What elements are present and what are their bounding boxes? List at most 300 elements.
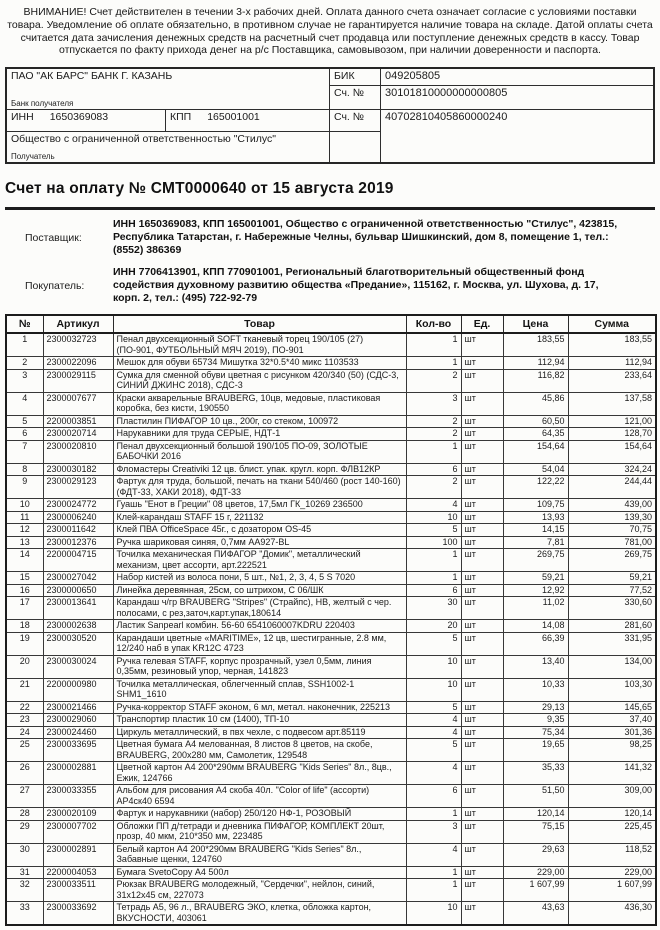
article-cell: 2300022096 xyxy=(43,357,113,370)
price-cell: 112,94 xyxy=(503,357,568,370)
table-row xyxy=(6,866,656,879)
product-cell: Фартук и нарукавники (набор) 250/120 НФ-1, РОЗОВЫЙ xyxy=(113,808,406,821)
quantity-cell: 1 xyxy=(406,866,461,879)
article-cell: 2300000650 xyxy=(43,584,113,597)
product-cell: Альбом для рисования А4 скоба 40л. "Color of life" (ассорти) АР4ск40 6594 xyxy=(113,785,406,808)
price-cell: 43,63 xyxy=(503,902,568,926)
price-cell: 12,92 xyxy=(503,584,568,597)
row-number-cell: 23 xyxy=(6,714,43,727)
row-number-cell: 15 xyxy=(6,572,43,585)
price-cell: 14,15 xyxy=(503,524,568,537)
quantity-cell: 5 xyxy=(406,739,461,762)
bank-name: ПАО "АК БАРС" БАНК Г. КАЗАНЬ xyxy=(11,70,173,83)
unit-cell: шт xyxy=(461,499,503,512)
table-row xyxy=(6,843,656,866)
article-cell: 2300013641 xyxy=(43,597,113,620)
table-row xyxy=(6,762,656,785)
product-cell: Пластилин ПИФАГОР 10 цв., 200г, со стеком, 100972 xyxy=(113,415,406,428)
table-row xyxy=(6,597,656,620)
bik-value: 049205805 xyxy=(381,69,653,86)
unit-cell: шт xyxy=(461,597,503,620)
article-cell: 2200004053 xyxy=(43,866,113,879)
table-row xyxy=(6,655,656,678)
article-cell: 2300024772 xyxy=(43,499,113,512)
product-cell: Набор кистей из волоса пони, 5 шт., №1, 2, 3, 4, 5 S 7020 xyxy=(113,572,406,585)
sum-cell: 77,52 xyxy=(568,584,656,597)
quantity-cell: 3 xyxy=(406,392,461,415)
product-cell: Рюкзак BRAUBERG молодежный, "Сердечки", нейлон, синий, 31х12х45 см, 227073 xyxy=(113,879,406,902)
recipient-cell xyxy=(7,132,330,162)
row-number-cell: 5 xyxy=(6,415,43,428)
quantity-cell: 1 xyxy=(406,808,461,821)
price-cell: 45,86 xyxy=(503,392,568,415)
article-cell: 2300033695 xyxy=(43,739,113,762)
unit-cell: шт xyxy=(461,632,503,655)
supplier-block xyxy=(0,218,660,257)
table-row xyxy=(6,428,656,441)
row-number-cell: 2 xyxy=(6,357,43,370)
quantity-cell: 1 xyxy=(406,879,461,902)
row-number-cell: 13 xyxy=(6,536,43,549)
price-cell: 269,75 xyxy=(503,549,568,572)
row-number-cell: 8 xyxy=(6,463,43,476)
row-number-cell: 11 xyxy=(6,511,43,524)
product-cell: Ручка гелевая STAFF, корпус прозрачный, узел 0,5мм, линия 0,35мм, резиновый упор, черная, 141823 xyxy=(113,655,406,678)
article-cell: 2300027042 xyxy=(43,572,113,585)
row-number-cell: 20 xyxy=(6,655,43,678)
article-cell: 2300033355 xyxy=(43,785,113,808)
price-cell: 54,04 xyxy=(503,463,568,476)
unit-cell: шт xyxy=(461,714,503,727)
article-cell: 2300033692 xyxy=(43,902,113,926)
row-number-cell: 7 xyxy=(6,440,43,463)
unit-cell: шт xyxy=(461,739,503,762)
price-cell: 120,14 xyxy=(503,808,568,821)
row-number-cell: 26 xyxy=(6,762,43,785)
unit-cell: шт xyxy=(461,762,503,785)
quantity-cell: 4 xyxy=(406,714,461,727)
table-row xyxy=(6,632,656,655)
col-header-quantity: Кол-во xyxy=(406,315,461,333)
unit-cell: шт xyxy=(461,726,503,739)
buyer-details: ИНН 7706413901, КПП 770901001, Региональный благотворительный общественный фонд содействия духовному развитию общества «Предание», 115162, г. Москва, ул. Шухова, д. 17, корп. 2, тел.: (495) 722-92-79 xyxy=(113,266,599,305)
unit-cell: шт xyxy=(461,392,503,415)
quantity-cell: 6 xyxy=(406,584,461,597)
unit-cell: шт xyxy=(461,620,503,633)
col-header-sum: Сумма xyxy=(568,315,656,333)
article-cell: 2300032723 xyxy=(43,333,113,357)
product-cell: Клей ПВА OfficeSpace 45г., с дозатором OS-45 xyxy=(113,524,406,537)
table-row xyxy=(6,820,656,843)
sum-cell: 128,70 xyxy=(568,428,656,441)
row-number-cell: 24 xyxy=(6,726,43,739)
article-cell: 2300021466 xyxy=(43,701,113,714)
row-number-cell: 1 xyxy=(6,333,43,357)
product-cell: Клей-карандаш STAFF 15 г, 221132 xyxy=(113,511,406,524)
product-cell: Цветная бумага А4 мелованная, 8 листов 8 цветов, на скобе, BRAUBERG, 200х280 мм, Самолетик, 129548 xyxy=(113,739,406,762)
quantity-cell: 6 xyxy=(406,785,461,808)
quantity-cell: 1 xyxy=(406,440,461,463)
price-cell: 13,93 xyxy=(503,511,568,524)
table-row xyxy=(6,620,656,633)
row-number-cell: 4 xyxy=(6,392,43,415)
sum-cell: 183,55 xyxy=(568,333,656,357)
unit-cell: шт xyxy=(461,879,503,902)
article-cell: 2300029060 xyxy=(43,714,113,727)
price-cell: 35,33 xyxy=(503,762,568,785)
table-row xyxy=(6,476,656,499)
title-divider xyxy=(5,207,655,210)
price-cell: 116,82 xyxy=(503,369,568,392)
product-cell: Циркуль металлический, в пвх чехле, с подвесом арт.85119 xyxy=(113,726,406,739)
unit-cell: шт xyxy=(461,866,503,879)
sum-cell: 309,00 xyxy=(568,785,656,808)
sum-cell: 121,00 xyxy=(568,415,656,428)
price-cell: 75,15 xyxy=(503,820,568,843)
row-number-cell: 12 xyxy=(6,524,43,537)
table-row xyxy=(6,549,656,572)
table-row xyxy=(6,572,656,585)
unit-cell: шт xyxy=(461,476,503,499)
table-row xyxy=(6,584,656,597)
article-cell: 2300020109 xyxy=(43,808,113,821)
unit-cell: шт xyxy=(461,440,503,463)
price-cell: 19,65 xyxy=(503,739,568,762)
table-row xyxy=(6,415,656,428)
bank-requisites-table xyxy=(5,67,655,164)
table-row xyxy=(6,536,656,549)
unit-cell: шт xyxy=(461,369,503,392)
product-cell: Карандаш ч/гр BRAUBERG "Stripes" (Страйпс), НВ, желтый с чер. полосами, с рез,заточ,карт.упак,180614 xyxy=(113,597,406,620)
items-header-row xyxy=(6,315,656,333)
price-cell: 10,33 xyxy=(503,678,568,701)
sum-cell: 37,40 xyxy=(568,714,656,727)
table-row xyxy=(6,739,656,762)
price-cell: 1 607,99 xyxy=(503,879,568,902)
unit-cell: шт xyxy=(461,701,503,714)
quantity-cell: 2 xyxy=(406,476,461,499)
table-row xyxy=(6,808,656,821)
price-cell: 59,21 xyxy=(503,572,568,585)
article-cell: 2300029115 xyxy=(43,369,113,392)
unit-cell: шт xyxy=(461,428,503,441)
table-row xyxy=(6,726,656,739)
quantity-cell: 4 xyxy=(406,499,461,512)
price-cell: 11,02 xyxy=(503,597,568,620)
product-cell: Ластик Sanpearl комбин. 56-60 6541060007KDRU 220403 xyxy=(113,620,406,633)
price-cell: 229,00 xyxy=(503,866,568,879)
unit-cell: шт xyxy=(461,511,503,524)
price-cell: 9,35 xyxy=(503,714,568,727)
quantity-cell: 30 xyxy=(406,597,461,620)
price-cell: 109,75 xyxy=(503,499,568,512)
row-number-cell: 33 xyxy=(6,902,43,926)
quantity-cell: 1 xyxy=(406,333,461,357)
table-row xyxy=(6,357,656,370)
product-cell: Белый картон А4 200*290мм BRAUBERG "Kids Series" 8л., Забавные щенки, 124760 xyxy=(113,843,406,866)
unit-cell: шт xyxy=(461,415,503,428)
article-cell: 2300020714 xyxy=(43,428,113,441)
items-tbody xyxy=(6,333,656,925)
article-cell: 2300012376 xyxy=(43,536,113,549)
invoice-title: Счет на оплату № СМТ0000640 от 15 августа 2019 xyxy=(5,180,394,198)
corr-account-value: 30101810000000000805 xyxy=(381,86,653,110)
article-cell: 2200004715 xyxy=(43,549,113,572)
sum-cell: 154,64 xyxy=(568,440,656,463)
row-number-cell: 14 xyxy=(6,549,43,572)
table-row xyxy=(6,902,656,926)
sum-cell: 112,94 xyxy=(568,357,656,370)
article-cell: 2300007677 xyxy=(43,392,113,415)
unit-cell: шт xyxy=(461,357,503,370)
price-cell: 29,63 xyxy=(503,843,568,866)
payment-terms-warning: ВНИМАНИЕ! Счет действителен в течении 3-х рабочих дней. Оплата данного счета означает согласие с условиями поставки товара. Уведомление об оплате обязательно, в противном случае не гарантируется наличие товара на складе. Датой оплаты счета считается дата зачисления денежных средств на расчетный счет продавца или поступление денежных средств в кассу. Товар отпускается по факту прихода денег на р/с Поставщика, самовывозом, при наличии доверенности и паспорта. xyxy=(7,6,653,57)
row-number-cell: 22 xyxy=(6,701,43,714)
quantity-cell: 1 xyxy=(406,357,461,370)
col-header-price: Цена xyxy=(503,315,568,333)
price-cell: 75,34 xyxy=(503,726,568,739)
product-cell: Пенал двухсекционный большой 190/105 ПО-09, ЗОЛОТЫЕ БАБОЧКИ 2016 xyxy=(113,440,406,463)
table-row xyxy=(6,678,656,701)
price-cell: 122,22 xyxy=(503,476,568,499)
sum-cell: 145,65 xyxy=(568,701,656,714)
inn-label: ИНН xyxy=(11,111,34,124)
product-cell: Карандаши цветные «MARITIME», 12 цв, шестигранные, 2.8 мм, 12/240 наб в упак KR12C 4723 xyxy=(113,632,406,655)
bik-label: БИК xyxy=(330,69,381,86)
unit-cell: шт xyxy=(461,549,503,572)
article-cell: 2300030024 xyxy=(43,655,113,678)
row-number-cell: 3 xyxy=(6,369,43,392)
row-number-cell: 6 xyxy=(6,428,43,441)
buyer-label: Покупатель: xyxy=(25,279,85,292)
quantity-cell: 10 xyxy=(406,655,461,678)
price-cell: 154,64 xyxy=(503,440,568,463)
article-cell: 2300002891 xyxy=(43,843,113,866)
col-header-product: Товар xyxy=(113,315,406,333)
sum-cell: 331,95 xyxy=(568,632,656,655)
price-cell: 66,39 xyxy=(503,632,568,655)
quantity-cell: 10 xyxy=(406,678,461,701)
article-cell: 2300029123 xyxy=(43,476,113,499)
price-cell: 14,08 xyxy=(503,620,568,633)
table-row xyxy=(6,369,656,392)
sum-cell: 141,32 xyxy=(568,762,656,785)
row-number-cell: 18 xyxy=(6,620,43,633)
article-cell: 2300024460 xyxy=(43,726,113,739)
table-row xyxy=(6,463,656,476)
product-cell: Транспортир пластик 10 см (1400), ТП-10 xyxy=(113,714,406,727)
sum-cell: 1 607,99 xyxy=(568,879,656,902)
quantity-cell: 10 xyxy=(406,511,461,524)
article-cell: 2200003851 xyxy=(43,415,113,428)
article-cell: 2300011642 xyxy=(43,524,113,537)
sum-cell: 281,60 xyxy=(568,620,656,633)
col-header-article: Артикул xyxy=(43,315,113,333)
table-row xyxy=(6,440,656,463)
table-row xyxy=(6,701,656,714)
kpp-value: 165001001 xyxy=(207,111,260,124)
row-number-cell: 25 xyxy=(6,739,43,762)
kpp-label: КПП xyxy=(170,111,192,124)
article-cell: 2300030182 xyxy=(43,463,113,476)
quantity-cell: 1 xyxy=(406,549,461,572)
row-number-cell: 32 xyxy=(6,879,43,902)
unit-cell: шт xyxy=(461,524,503,537)
article-cell: 2300020810 xyxy=(43,440,113,463)
quantity-cell: 5 xyxy=(406,632,461,655)
table-row xyxy=(6,879,656,902)
bank-name-cell xyxy=(7,69,330,110)
row-number-cell: 19 xyxy=(6,632,43,655)
product-cell: Пенал двухсекционный SOFT тканевый торец 190/105 (27) (ПО-901, ФУТБОЛЬНЫЙ МЯЧ 2019), ПО-901 xyxy=(113,333,406,357)
unit-cell: шт xyxy=(461,678,503,701)
sum-cell: 120,14 xyxy=(568,808,656,821)
col-header-number: № xyxy=(6,315,43,333)
article-cell: 2300002638 xyxy=(43,620,113,633)
sum-cell: 137,58 xyxy=(568,392,656,415)
invoice-document xyxy=(0,6,660,930)
sum-cell: 70,75 xyxy=(568,524,656,537)
unit-cell: шт xyxy=(461,333,503,357)
unit-cell: шт xyxy=(461,463,503,476)
product-cell: Линейка деревянная, 25см, со штрихом, С 06/ШК xyxy=(113,584,406,597)
table-row xyxy=(6,714,656,727)
sum-cell: 330,60 xyxy=(568,597,656,620)
empty-cell xyxy=(330,132,381,162)
table-row xyxy=(6,511,656,524)
quantity-cell: 2 xyxy=(406,428,461,441)
row-number-cell: 29 xyxy=(6,820,43,843)
sum-cell: 324,24 xyxy=(568,463,656,476)
sum-cell: 439,00 xyxy=(568,499,656,512)
col-header-unit: Ед. xyxy=(461,315,503,333)
quantity-cell: 6 xyxy=(406,463,461,476)
unit-cell: шт xyxy=(461,785,503,808)
table-row xyxy=(6,499,656,512)
quantity-cell: 4 xyxy=(406,726,461,739)
sum-cell: 134,00 xyxy=(568,655,656,678)
inn-cell xyxy=(7,110,166,132)
product-cell: Ручка-корректор STAFF эконом, 6 мл, метал. наконечник, 225213 xyxy=(113,701,406,714)
unit-cell: шт xyxy=(461,584,503,597)
article-cell: 2300006240 xyxy=(43,511,113,524)
sum-cell: 118,52 xyxy=(568,843,656,866)
product-cell: Точилка металлическая, облегченный сплав, SSH1002-1 SHM1_1610 xyxy=(113,678,406,701)
product-cell: Точилка механическая ПИФАГОР "Домик", металлический механизм, цвет ассорти, арт.222521 xyxy=(113,549,406,572)
product-cell: Гуашь "Енот в Греции" 08 цветов, 17,5мл ГК_10269 236500 xyxy=(113,499,406,512)
row-number-cell: 17 xyxy=(6,597,43,620)
unit-cell: шт xyxy=(461,808,503,821)
sum-cell: 233,64 xyxy=(568,369,656,392)
buyer-block xyxy=(0,266,660,305)
product-cell: Бумага SvetoCopy А4 500л xyxy=(113,866,406,879)
product-cell: Цветной картон А4 200*290мм BRAUBERG "Kids Series" 8л., 8цв., Ежик, 124766 xyxy=(113,762,406,785)
product-cell: Фломастеры Creativiki 12 цв. блист. упак. кругл. корп. ФЛВ12КР xyxy=(113,463,406,476)
quantity-cell: 5 xyxy=(406,701,461,714)
sum-cell: 225,45 xyxy=(568,820,656,843)
unit-cell: шт xyxy=(461,572,503,585)
article-cell: 2300002881 xyxy=(43,762,113,785)
product-cell: Тетрадь А5, 96 л., BRAUBERG ЭКО, клетка, обложка картон, ВКУСНОСТИ, 403061 xyxy=(113,902,406,926)
quantity-cell: 2 xyxy=(406,369,461,392)
article-cell: 2300007702 xyxy=(43,820,113,843)
items-table xyxy=(5,314,657,926)
kpp-cell xyxy=(166,110,330,132)
quantity-cell: 100 xyxy=(406,536,461,549)
sum-cell: 98,25 xyxy=(568,739,656,762)
table-row xyxy=(6,333,656,357)
product-cell: Обложки ПП д/тетради и дневника ПИФАГОР, КОМПЛЕКТ 20шт, прозр, 40 мкм, 210*350 мм, 223485 xyxy=(113,820,406,843)
product-cell: Краски акварельные BRAUBERG, 10цв, медовые, пластиковая коробка, без кисти, 190550 xyxy=(113,392,406,415)
price-cell: 51,50 xyxy=(503,785,568,808)
inn-value: 1650369083 xyxy=(49,111,109,124)
quantity-cell: 4 xyxy=(406,843,461,866)
price-cell: 13,40 xyxy=(503,655,568,678)
unit-cell: шт xyxy=(461,536,503,549)
quantity-cell: 5 xyxy=(406,524,461,537)
article-cell: 2200000980 xyxy=(43,678,113,701)
row-number-cell: 28 xyxy=(6,808,43,821)
unit-cell: шт xyxy=(461,902,503,926)
recipient-name: Общество с ограниченной ответственностью "Стилус" xyxy=(11,133,276,146)
sum-cell: 229,00 xyxy=(568,866,656,879)
price-cell: 60,50 xyxy=(503,415,568,428)
row-number-cell: 16 xyxy=(6,584,43,597)
bank-name-caption: Банк получателя xyxy=(11,99,74,109)
quantity-cell: 2 xyxy=(406,415,461,428)
sum-cell: 244,44 xyxy=(568,476,656,499)
table-row xyxy=(6,785,656,808)
settlement-account-label: Сч. № xyxy=(330,110,381,132)
sum-cell: 103,30 xyxy=(568,678,656,701)
sum-cell: 781,00 xyxy=(568,536,656,549)
sum-cell: 139,30 xyxy=(568,511,656,524)
supplier-details: ИНН 1650369083, КПП 165001001, Общество с ограниченной ответственностью "Стилус", 423815, Республика Татарстан, г. Набережные Челны, бульвар Шишкинский, дом 8, помещение 1, тел.: (8552) 386369 xyxy=(113,218,618,257)
recipient-caption: Получатель xyxy=(11,152,55,162)
row-number-cell: 30 xyxy=(6,843,43,866)
sum-cell: 301,36 xyxy=(568,726,656,739)
quantity-cell: 1 xyxy=(406,572,461,585)
settlement-account-value: 40702810405860000240 xyxy=(385,111,508,124)
quantity-cell: 20 xyxy=(406,620,461,633)
row-number-cell: 31 xyxy=(6,866,43,879)
row-number-cell: 10 xyxy=(6,499,43,512)
sum-cell: 59,21 xyxy=(568,572,656,585)
corr-account-label: Сч. № xyxy=(330,86,381,110)
sum-cell: 269,75 xyxy=(568,549,656,572)
article-cell: 2300033511 xyxy=(43,879,113,902)
price-cell: 29,13 xyxy=(503,701,568,714)
quantity-cell: 4 xyxy=(406,762,461,785)
unit-cell: шт xyxy=(461,843,503,866)
price-cell: 183,55 xyxy=(503,333,568,357)
table-row xyxy=(6,392,656,415)
article-cell: 2300030520 xyxy=(43,632,113,655)
table-row xyxy=(6,524,656,537)
quantity-cell: 3 xyxy=(406,820,461,843)
product-cell: Мешок для обуви 65734 Мишутка 32*0.5*40 микс 1103533 xyxy=(113,357,406,370)
price-cell: 64,35 xyxy=(503,428,568,441)
unit-cell: шт xyxy=(461,820,503,843)
product-cell: Ручка шариковая синяя, 0,7мм АА927-BL xyxy=(113,536,406,549)
unit-cell: шт xyxy=(461,655,503,678)
row-number-cell: 9 xyxy=(6,476,43,499)
product-cell: Сумка для сменной обуви цветная с рисунком 420/340 (50) (СДС-3, СИНИЙ ДЖИНС 2018), СДС-3 xyxy=(113,369,406,392)
parties-section xyxy=(0,218,660,305)
sum-cell: 436,30 xyxy=(568,902,656,926)
price-cell: 7,81 xyxy=(503,536,568,549)
product-cell: Нарукавники для труда СЕРЫЕ, НДТ-1 xyxy=(113,428,406,441)
